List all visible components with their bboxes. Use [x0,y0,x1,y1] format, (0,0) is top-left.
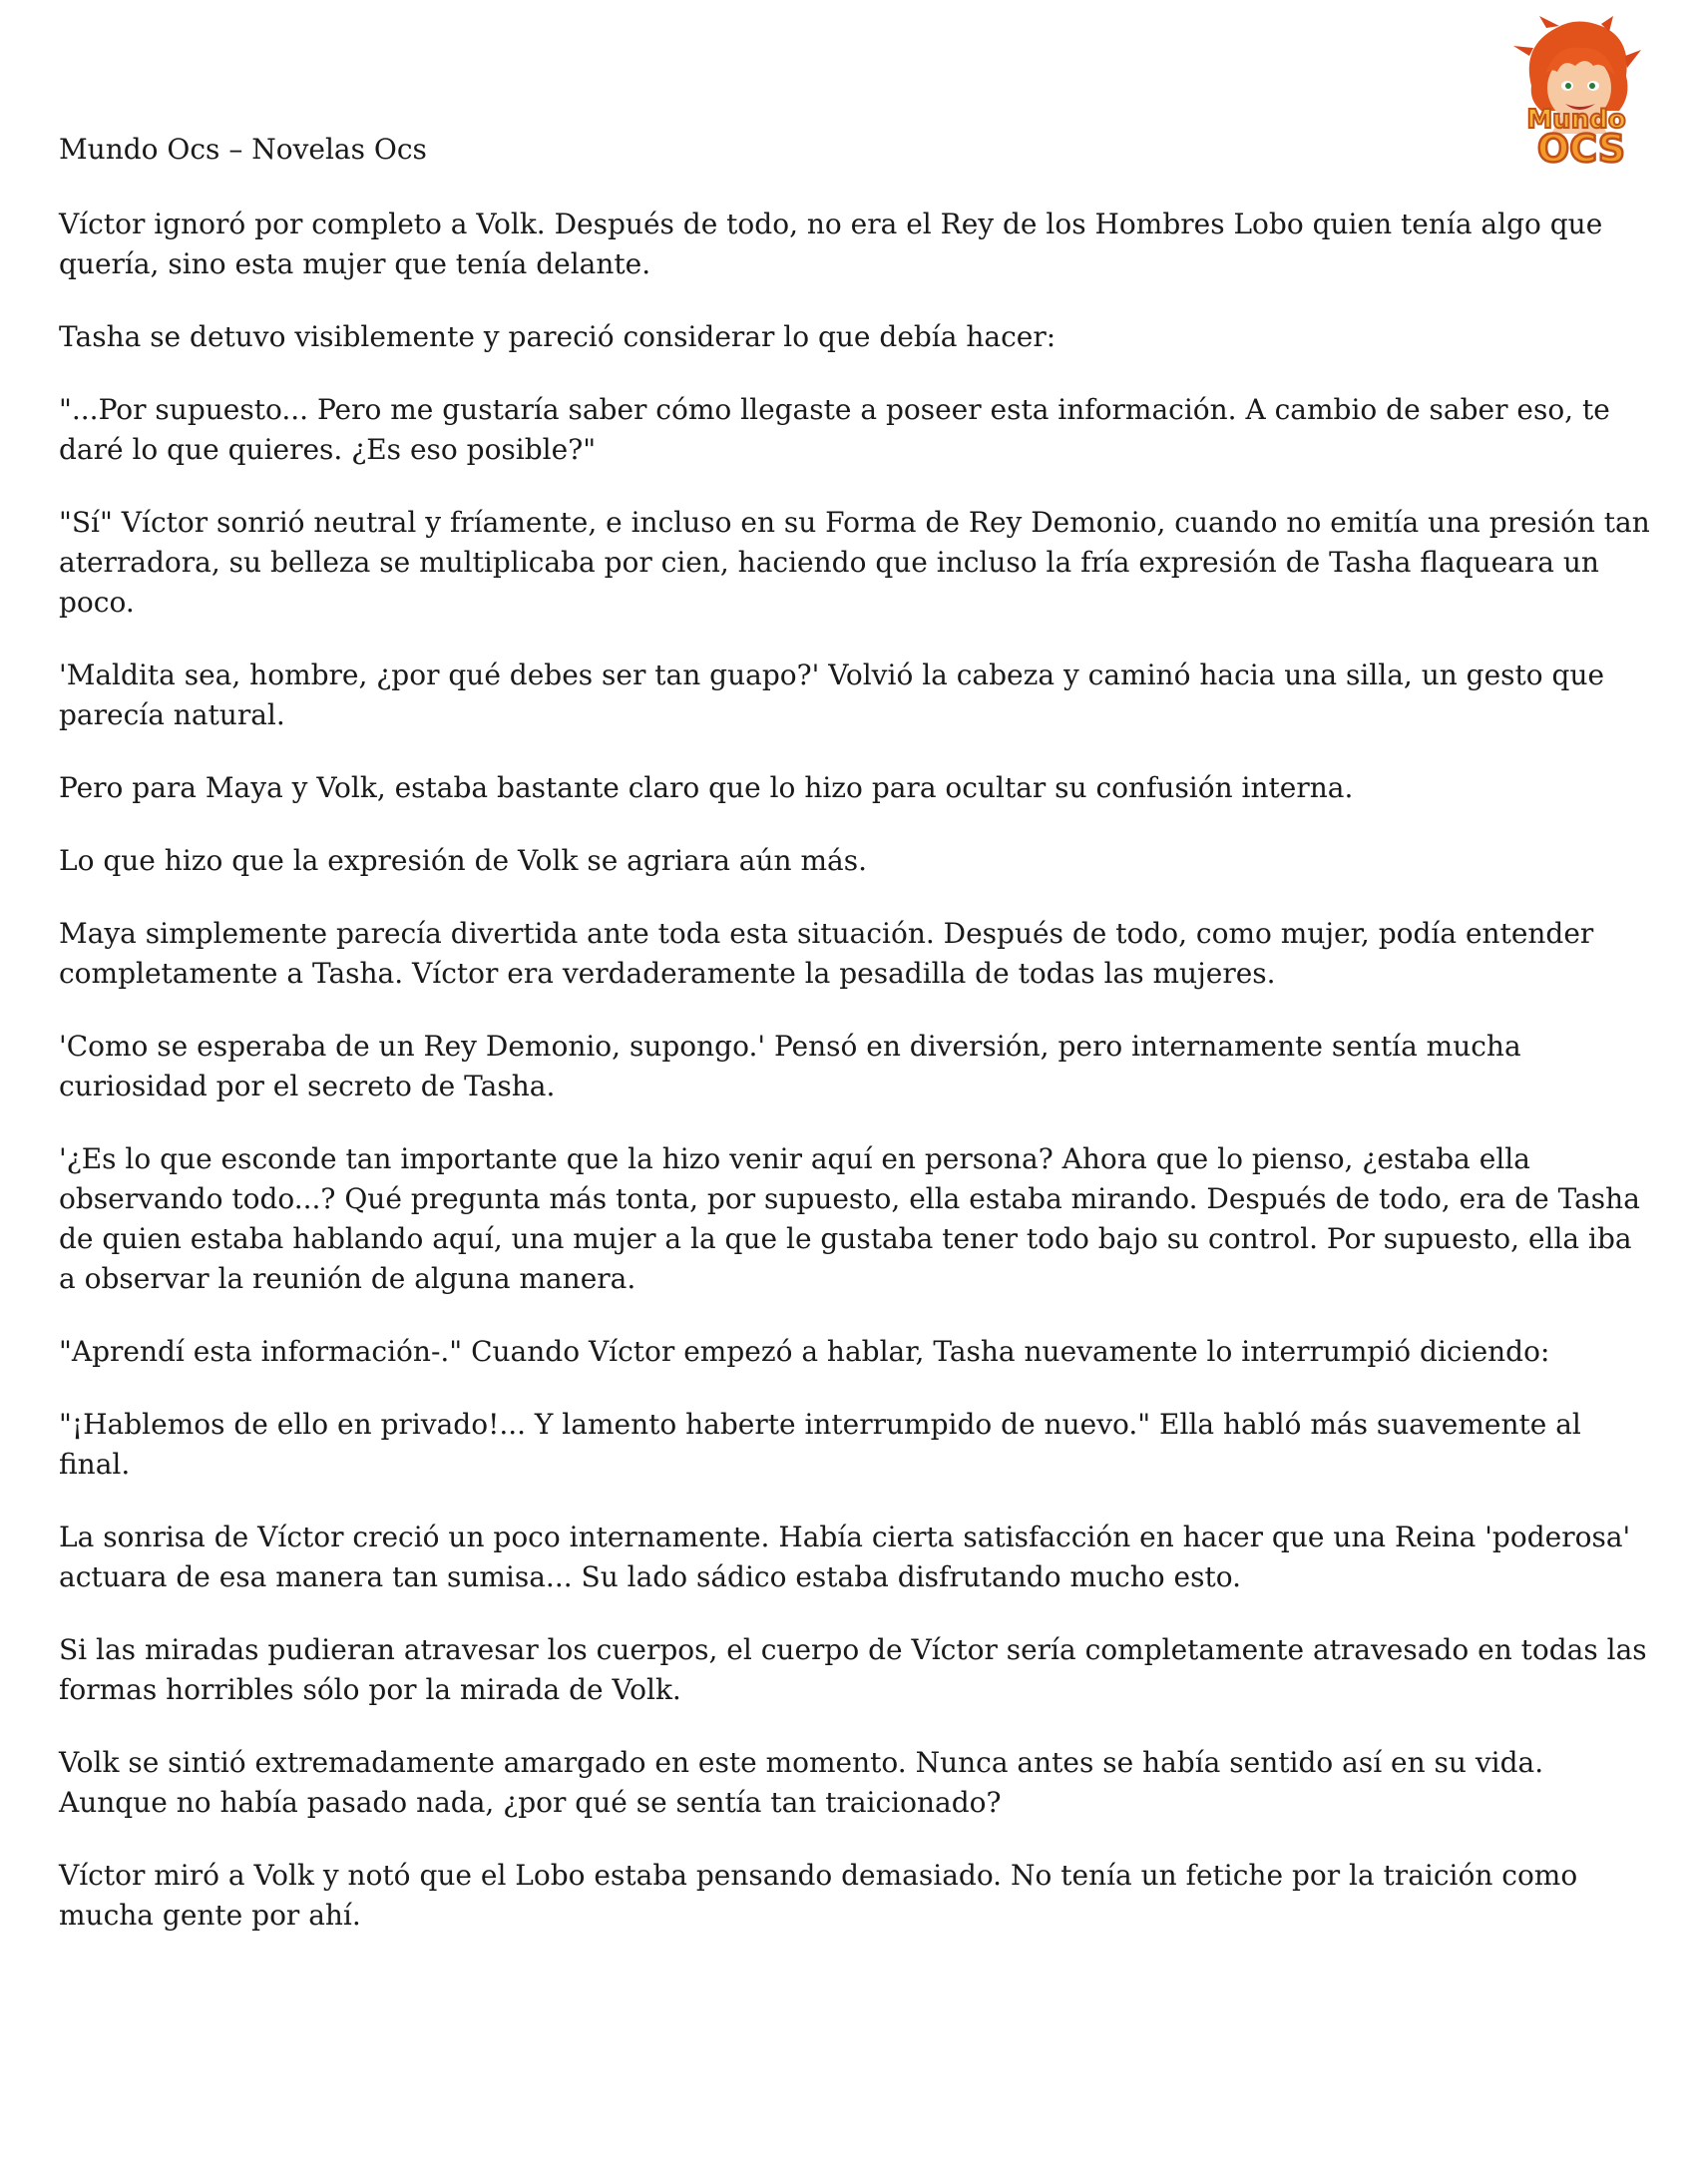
paragraph: Maya simplemente parecía divertida ante toda esta situación. Después de todo, como mujer, podía entender completamente a Tasha. Víctor era verdaderamente la pesadilla de todas las mujeres. [59,917,1594,990]
logo-text-bottom: OCS [1536,127,1626,171]
header-title: Mundo Ocs – Novelas Ocs [59,133,427,166]
paragraph: "Aprendí esta información-." Cuando Víctor empezó a hablar, Tasha nuevamente lo interrumpió diciendo: [59,1335,1550,1368]
paragraph: "¡Hablemos de ello en privado!... Y lamento haberte interrumpido de nuevo." Ella habló más suavemente al final. [59,1408,1581,1481]
paragraph: 'Como se esperaba de un Rey Demonio, supongo.' Pensó en diversión, pero internamente sentía mucha curiosidad por el secreto de Tasha. [59,1030,1521,1102]
paragraph: "...Por supuesto... Pero me gustaría saber cómo llegaste a poseer esta información. A cambio de saber eso, te daré lo que quieres. ¿Es eso posible?" [59,393,1610,466]
paragraph: La sonrisa de Víctor creció un poco internamente. Había cierta satisfacción en hacer que una Reina 'poderosa' actuara de esa manera tan sumisa... Su lado sádico estaba disfrutando mucho esto. [59,1521,1631,1593]
body-text [59,205,1650,1968]
paragraph: Pero para Maya y Volk, estaba bastante claro que lo hizo para ocultar su confusión interna. [59,771,1354,804]
paragraph: 'Maldita sea, hombre, ¿por qué debes ser tan guapo?' Volvió la cabeza y caminó hacia una silla, un gesto que parecía natural. [59,658,1605,731]
paragraph: Si las miradas pudieran atravesar los cuerpos, el cuerpo de Víctor sería completamente atravesado en todas las formas horribles sólo por la mirada de Volk. [59,1633,1647,1706]
logo-text-top: Mundo [1526,105,1626,135]
paragraph: '¿Es lo que esconde tan importante que la hizo venir aquí en persona? Ahora que lo pienso, ¿estaba ella observando todo...? Qué pregunta más tonta, por supuesto, ella estaba mirando. Después de todo, era de Tasha de quien estaba hablando aquí, una mujer a la que le gustaba tener todo bajo su control. Por supuesto, ella iba a observar la reunión de alguna manera. [59,1142,1640,1295]
paragraph: Víctor ignoró por completo a Volk. Después de todo, no era el Rey de los Hombres Lobo quien tenía algo que quería, sino esta mujer que tenía delante. [59,208,1603,280]
paragraph: Volk se sintió extremadamente amargado en este momento. Nunca antes se había sentido así en su vida. Aunque no había pasado nada, ¿por qué se sentía tan traicionado? [59,1746,1544,1819]
paragraph: Lo que hizo que la expresión de Volk se agriara aún más. [59,844,867,877]
paragraph: Víctor miró a Volk y notó que el Lobo estaba pensando demasiado. No tenía un fetiche por la traición como mucha gente por ahí. [59,1859,1578,1932]
paragraph: "Sí" Víctor sonrió neutral y fríamente, e incluso en su Forma de Rey Demonio, cuando no emitía una presión tan aterradora, su belleza se multiplicaba por cien, haciendo que incluso la fría expresión de Tasha flaqueara un poco. [59,506,1650,619]
mundo-ocs-logo [1501,16,1651,174]
paragraph: Tasha se detuvo visiblemente y pareció considerar lo que debía hacer: [59,320,1056,353]
